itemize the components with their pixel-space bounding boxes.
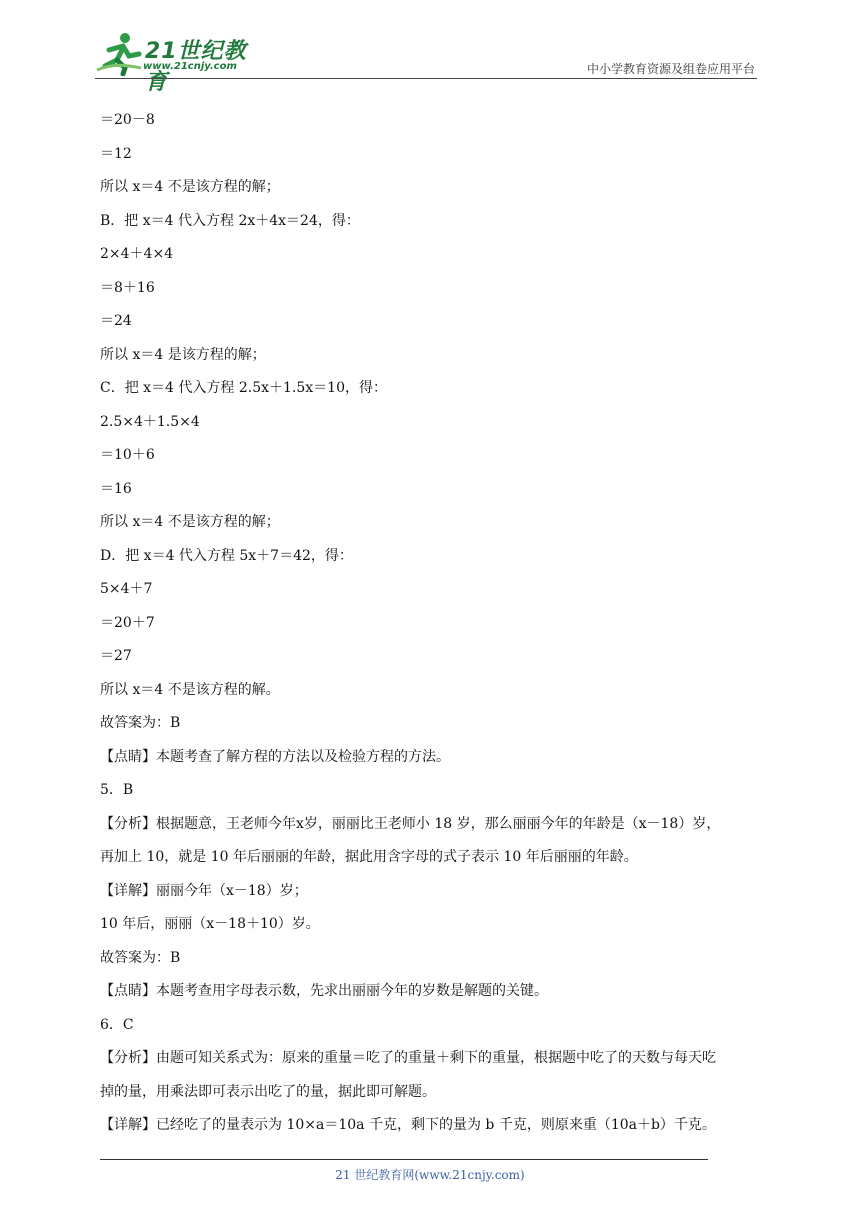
runner-logo-icon (95, 30, 143, 76)
text-line: 所以 x＝4 不是该方程的解； (100, 514, 280, 530)
text-line: 【分析】根据题意，王老师今年x岁，丽丽比王老师小 18 岁，那么丽丽今年的年龄是（x－18）岁， (100, 815, 721, 832)
text-line: 所以 x＝4 不是该方程的解。 (100, 681, 280, 698)
text-line: ＝24 (100, 313, 132, 329)
site-logo (95, 30, 265, 95)
text-line: 【分析】由题可知关系式为：原来的重量＝吃了的重量＋剩下的重量，根据题中吃了的天数与每天吃 (100, 1050, 716, 1066)
text-line: 所以 x＝4 不是该方程的解； (100, 179, 280, 195)
text-line: D．把 x＝4 代入方程 5x＋7＝42，得： (100, 547, 353, 564)
text-line: 故答案为：B (100, 715, 181, 731)
text-line: ＝20＋7 (100, 614, 155, 631)
footer-divider (100, 1159, 708, 1160)
text-line: ＝8＋16 (100, 279, 155, 296)
text-line: 【点睛】本题考查了解方程的方法以及检验方程的方法。 (100, 748, 450, 765)
text-line: 5×4＋7 (100, 581, 153, 597)
text-line: 【点睛】本题考查用字母表示数，先求出丽丽今年的岁数是解题的关键。 (100, 983, 548, 999)
page-header (95, 30, 755, 95)
text-line: 2×4＋4×4 (100, 246, 174, 262)
text-line: 【详解】丽丽今年（x－18）岁； (100, 882, 308, 899)
text-line: 2.5×4＋1.5×4 (100, 413, 200, 430)
header-divider (95, 78, 757, 79)
text-line: ＝10＋6 (100, 447, 155, 463)
platform-tagline: 中小学教育资源及组卷应用平台 (586, 62, 755, 76)
text-line: ＝16 (100, 480, 132, 497)
text-line: 故答案为：B (100, 949, 181, 966)
text-line: ＝20－8 (100, 112, 155, 128)
text-line: ＝27 (100, 648, 132, 664)
text-line: 【详解】已经吃了的量表示为 10×a＝10a 千克，剩下的量为 b 千克，则原来重（10a＋b）千克。 (100, 1117, 716, 1133)
question-number: 5．B (100, 782, 134, 798)
question-number: 6．C (100, 1016, 134, 1033)
text-line: C．把 x＝4 代入方程 2.5x＋1.5x＝10，得： (100, 380, 387, 396)
text-line: 所以 x＝4 是该方程的解； (100, 346, 266, 363)
document-body (100, 104, 765, 1143)
text-line: ＝12 (100, 145, 132, 162)
text-line: 10 年后，丽丽（x－18＋10）岁。 (100, 916, 320, 932)
logo-text: 21世纪教育 (145, 39, 247, 95)
text-line: 再加上 10，就是 10 年后丽丽的年龄，据此用含字母的式子表示 10 年后丽丽的年龄。 (100, 849, 638, 865)
text-line: B．把 x＝4 代入方程 2x＋4x＝24，得： (100, 212, 360, 229)
logo-url: www.21cnjy.com (143, 61, 237, 72)
footer-link[interactable]: 21 世纪教育网(www.21cnjy.com) (335, 1168, 525, 1182)
text-line: 掉的量，用乘法即可表示出吃了的量，据此即可解题。 (100, 1083, 436, 1100)
